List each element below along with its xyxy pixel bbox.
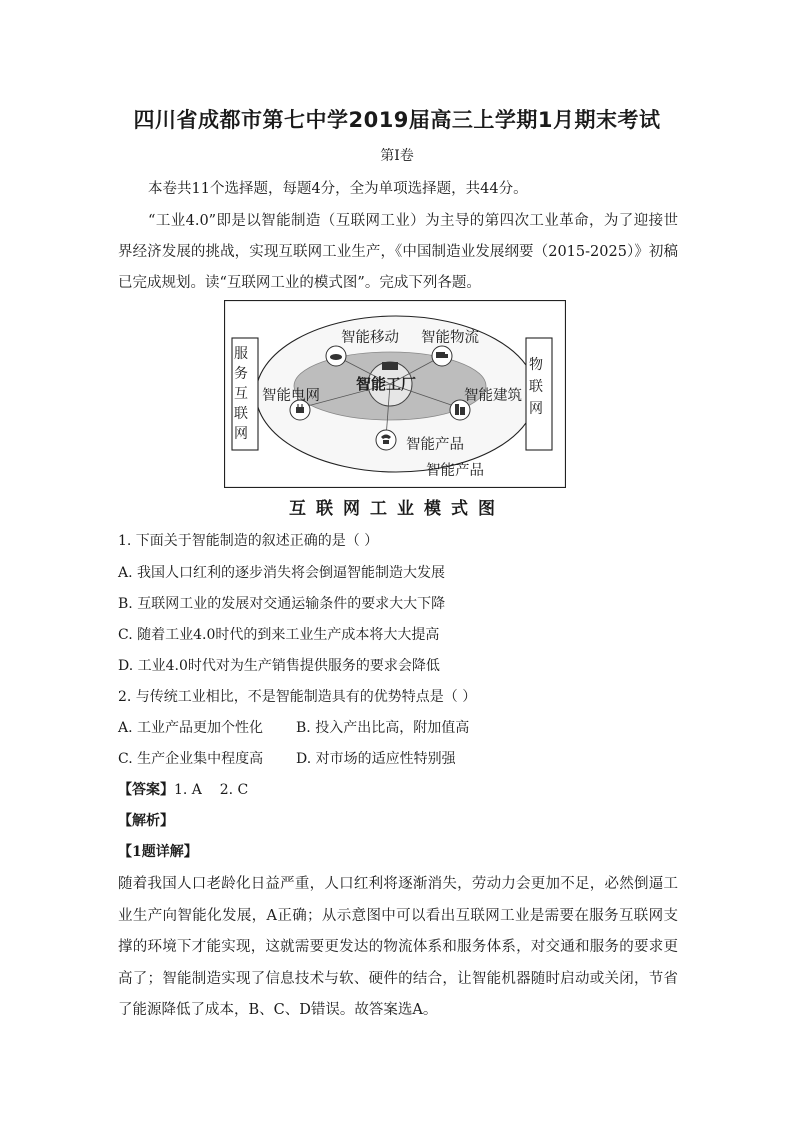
analysis-text: 随着我国人口老龄化日益严重，人口红利将逐渐消失，劳动力会更加不足，必然倒逼工业生产向智能化发展，A正确；从示意图中可以看出互联网工业是需要在服务互联网支撑的环境下才能实现，这就需要更发达的物流体系和服务体系，对交通和服务的要求更高了；智能制造实现了信息技术与软、硬件的结合，让智能机器随时启动或关闭，节省了能源降低了成本，B、C、D错误。故答案选A。 [118,876,678,1018]
q2-option-c: C. 生产企业集中程度高 [118,751,264,767]
iot-box-label: 物联网 [529,357,543,417]
mobile-node-icon [326,346,346,366]
smart-product-outer-label: 智能产品 [426,463,484,479]
answer-row [118,779,248,799]
volume-heading: 第Ⅰ卷 [380,148,414,164]
answer-text: 1. A 2. C [174,782,249,798]
smart-building-label: 智能建筑 [464,388,522,404]
q1-option-a: A. 我国人口红利的逐步消失将会倒逼智能制造大发展 [118,565,446,581]
analysis-label: 【解析】 [118,813,174,829]
section-intro: 本卷共11个选择题，每题4分，全为单项选择题，共44分。 [148,181,528,197]
phone-icon [376,430,396,450]
smart-logistics-label: 智能物流 [421,330,479,346]
answer-label: 【答案】 [118,782,174,798]
smart-factory-label: 智能工厂 [356,375,417,393]
q1-option-b: B. 互联网工业的发展对交通运输条件的要求大大下降 [118,596,446,612]
logistics-node-icon [432,346,452,366]
q1-option-d: D. 工业4.0时代对为生产销售提供服务的要求会降低 [118,658,440,674]
smart-grid-label: 智能电网 [262,388,320,404]
figure-caption: 互联网工业模式图 [289,499,505,519]
q2-option-d: D. 对市场的适应性特别强 [296,751,456,767]
question-stem: “工业4.0”即是以智能制造（互联网工业）为主导的第四次工业革命，为了迎接世界经济发展的挑战，实现互联网工业生产，《中国制造业发展纲要（2015-2025）》初稿已完成规划。读“互联网工业的模式图”。完成下列各题。 [118,213,678,291]
smart-mobile-label: 智能移动 [341,330,399,346]
q1-stem: 1. 下面关于智能制造的叙述正确的是（ ） [118,533,379,549]
document-title: 四川省成都市第七中学2019届高三上学期1月期末考试 [133,108,661,132]
smart-product-inner-label: 智能产品 [406,437,464,453]
detail-label: 【1题详解】 [118,844,198,860]
q2-option-a: A. 工业产品更加个性化 [118,720,264,736]
q1-option-c: C. 随着工业4.0时代的到来工业生产成本将大大提高 [118,627,440,643]
service-internet-box-label: 服务互联网 [234,346,248,442]
q2-option-b: B. 投入产出比高，附加值高 [296,720,470,736]
q2-stem: 2. 与传统工业相比，不是智能制造具有的优势特点是（ ） [118,689,477,705]
